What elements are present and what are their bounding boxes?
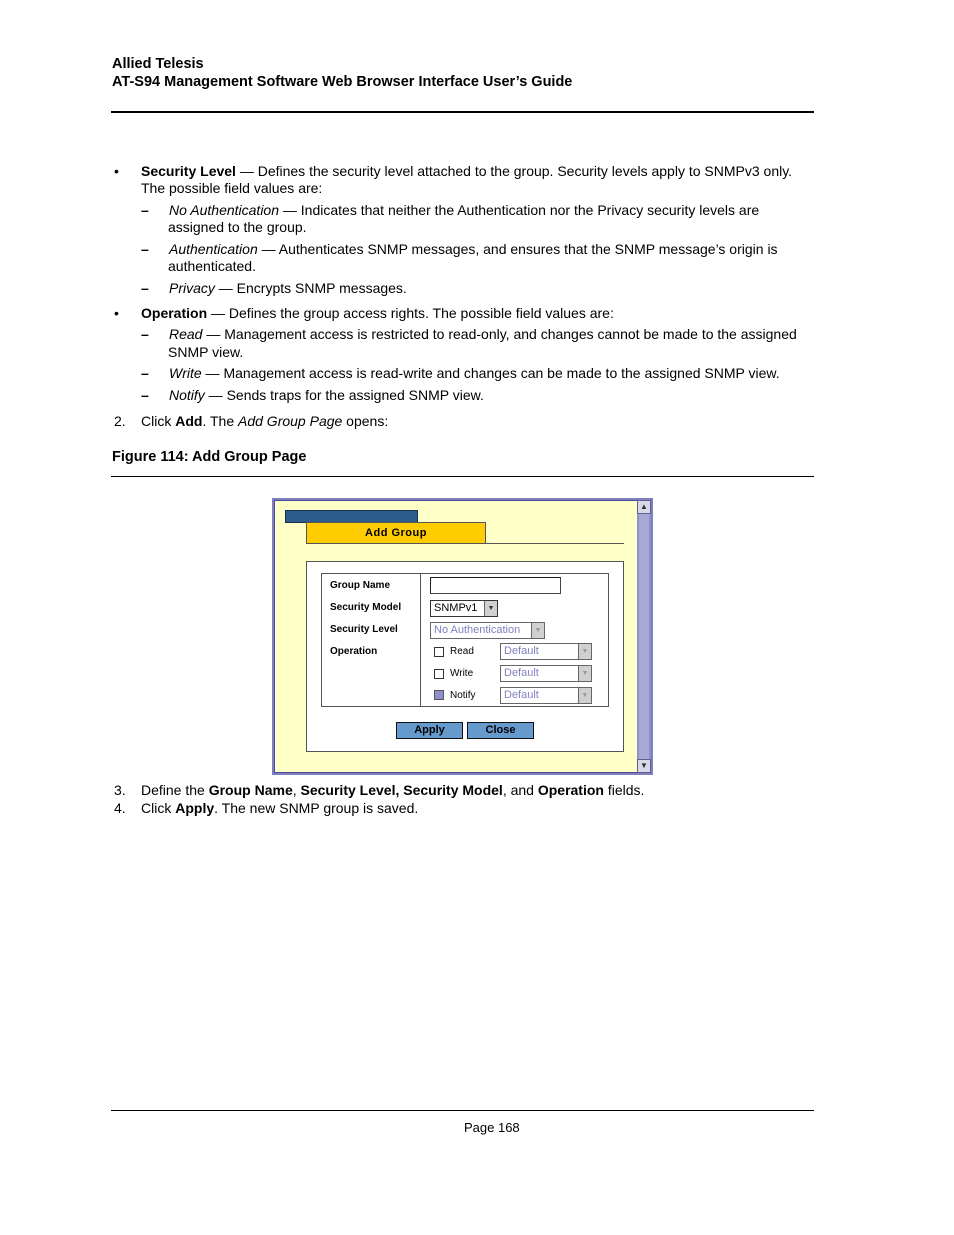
read-checkbox[interactable] — [434, 647, 444, 657]
operation-desc: Operation — Defines the group access rights. The possible field values are: — [141, 305, 614, 321]
document-title: AT-S94 Management Software Web Browser Interface User’s Guide — [112, 74, 573, 90]
step-number: 4. — [114, 800, 126, 816]
close-button[interactable]: Close — [467, 722, 534, 739]
notify-checkbox-label: Notify — [450, 690, 476, 701]
security-model-label: Security Model — [330, 602, 402, 613]
no-auth-item-cont: assigned to the group. — [168, 219, 307, 235]
header-rule — [111, 111, 814, 113]
figure-caption: Figure 114: Add Group Page — [112, 449, 307, 465]
form-divider — [420, 574, 421, 706]
scroll-track[interactable] — [639, 514, 649, 759]
read-item-cont: SNMP view. — [168, 344, 244, 360]
scroll-down-icon[interactable]: ▼ — [637, 759, 651, 773]
dash: – — [141, 365, 149, 381]
scroll-up-icon[interactable]: ▲ — [637, 500, 651, 514]
vertical-scrollbar[interactable] — [637, 500, 651, 773]
tab-add-group[interactable]: Add Group — [306, 522, 486, 544]
operation-label: Operation — [330, 646, 378, 657]
dash: – — [141, 280, 149, 296]
write-item: Write — Management access is read-write and changes can be made to the assigned SNMP view. — [169, 365, 780, 381]
notify-checkbox[interactable] — [434, 690, 444, 700]
tab-underline — [486, 543, 624, 544]
chevron-down-icon[interactable]: ▼ — [484, 601, 497, 616]
dash: – — [141, 326, 149, 342]
chevron-down-icon[interactable]: ▼ — [531, 623, 544, 638]
read-checkbox-label: Read — [450, 646, 474, 657]
security-model-value: SNMPv1 — [434, 602, 478, 614]
apply-button[interactable]: Apply — [396, 722, 463, 739]
security-level-select[interactable] — [430, 622, 545, 639]
chevron-down-icon[interactable]: ▼ — [578, 688, 591, 703]
step-4: Click Apply. The new SNMP group is saved. — [141, 800, 419, 816]
document-company: Allied Telesis — [112, 56, 204, 72]
auth-item-cont: authenticated. — [168, 258, 256, 274]
write-checkbox[interactable] — [434, 669, 444, 679]
read-view-select[interactable]: Default ▼ — [500, 643, 592, 660]
page-number: Page 168 — [464, 1120, 520, 1135]
security-model-select[interactable] — [430, 600, 498, 617]
security-level-desc-cont: The possible field values are: — [141, 180, 323, 196]
no-auth-item: No Authentication — Indicates that neither the Authentication nor the Privacy security levels are — [169, 202, 760, 218]
security-level-term: Security Level — [141, 163, 236, 179]
security-level-desc: Security Level — Defines the security level attached to the group. Security levels apply to SNMPv3 only. — [141, 163, 793, 179]
notify-view-select[interactable]: Default ▼ — [500, 687, 592, 704]
privacy-item: Privacy — Encrypts SNMP messages. — [169, 280, 407, 296]
notify-item: Notify — Sends traps for the assigned SNMP view. — [169, 387, 484, 403]
step-number: 2. — [114, 413, 126, 429]
read-item: Read — Management access is restricted to read-only, and changes cannot be made to the assigned — [169, 326, 797, 342]
dash: – — [141, 387, 149, 403]
operation-term: Operation — [141, 305, 208, 321]
dash: – — [141, 202, 149, 218]
group-name-label: Group Name — [330, 580, 391, 591]
step-2: Click Add. The Add Group Page opens: — [141, 413, 389, 429]
bullet: • — [114, 163, 119, 179]
dash: – — [141, 241, 149, 257]
auth-item: Authentication — Authenticates SNMP messages, and ensures that the SNMP message’s origin is — [169, 241, 778, 257]
security-level-value: No Authentication — [434, 624, 521, 636]
figure-rule — [111, 476, 814, 477]
chevron-down-icon[interactable]: ▼ — [578, 644, 591, 659]
step-number: 3. — [114, 782, 126, 798]
bullet: • — [114, 305, 119, 321]
write-view-select[interactable]: Default ▼ — [500, 665, 592, 682]
chevron-down-icon[interactable]: ▼ — [578, 666, 591, 681]
footer-rule — [111, 1110, 814, 1111]
group-name-input[interactable] — [430, 577, 561, 594]
step-3: Define the Group Name, Security Level, Security Model, and Operation fields. — [141, 782, 645, 798]
security-level-label: Security Level — [330, 624, 398, 635]
write-checkbox-label: Write — [450, 668, 474, 679]
